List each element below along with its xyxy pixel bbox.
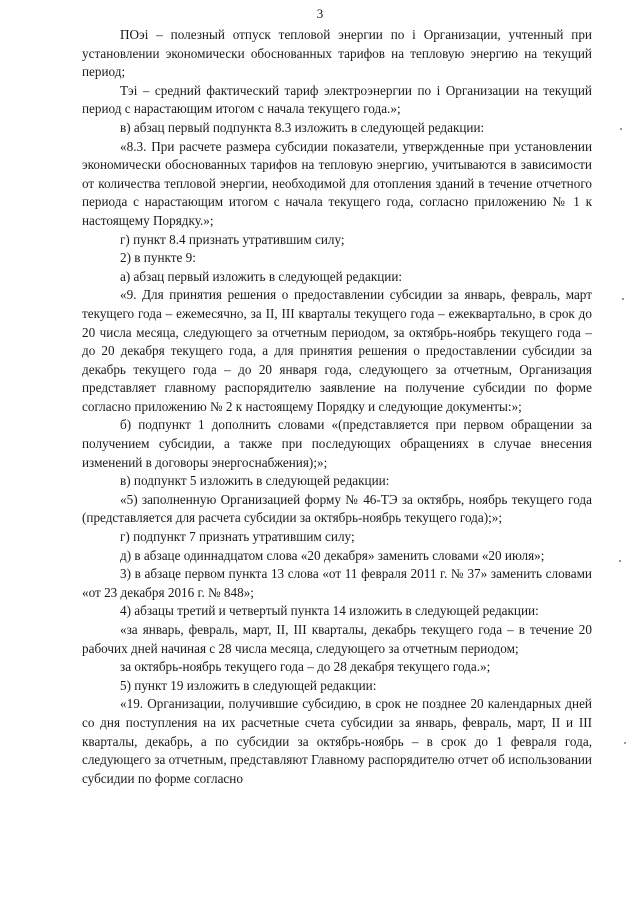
paragraph: д) в абзаце одиннадцатом слова «20 декабря» заменить словами «20 июля»; — [120, 547, 545, 563]
paragraph: 4) абзацы третий и четвертый пункта 14 изложить в следующей редакции: — [120, 603, 539, 619]
paragraph: «9. Для принятия решения о предоставлении субсидии за январь, февраль, март текущего года – ежемесячно, за II, III кварталы текущего года – ежеквартально, в срок до 20 числа месяца, следующего за отчетным периодом, за октябрь-ноябрь текущего года – до 20 декабря текущего года, а для принятия решения о предоставлении субсидии за декабрь текущего года – до 20 января года, следующего за отчетным, Организация представляет главному распорядителю заявление на получение субсидии по форме согласно приложению № 2 к настоящему Порядку и следующие документы:»; — [82, 287, 592, 414]
scan-speck — [620, 128, 622, 130]
paragraph: «за январь, февраль, март, II, III кварталы, декабрь текущего года – в течение 20 рабочих дней начиная с 28 числа месяца, следующего за отчетным периодом; — [82, 622, 592, 656]
paragraph: а) абзац первый изложить в следующей редакции: — [120, 268, 403, 284]
paragraph: в) подпункт 5 изложить в следующей редакции: — [120, 473, 390, 489]
scan-speck — [619, 560, 621, 562]
paragraph: ПОэi – полезный отпуск тепловой энергии по i Организации, учтенный при установлении экономически обоснованных тарифов на тепловую энергию на текущий период; — [82, 27, 592, 80]
document-body — [82, 26, 592, 788]
scan-speck — [622, 298, 624, 300]
paragraph: в) абзац первый подпункта 8.3 изложить в следующей редакции: — [120, 119, 485, 135]
paragraph: б) подпункт 1 дополнить словами «(представляется при первом обращении за получением субсидии, а также при последующих обращениях в случае внесения изменений в договоры энергоснабжения);»; — [82, 417, 592, 470]
paragraph: Тэi – средний фактический тариф электроэнергии по i Организации на текущий период с нарастающим итогом с начала текущего года.»; — [82, 82, 592, 117]
paragraph: 3) в абзаце первом пункта 13 слова «от 11 февраля 2011 г. № 37» заменить словами «от 23 декабря 2016 г. № 848»; — [82, 566, 592, 600]
paragraph: «8.3. При расчете размера субсидии показатели, утвержденные при установлении экономически обоснованных тарифов на тепловую энергию, учитываются в зависимости от количества тепловой энергии, необходимой для отопления зданий в течение отчетного периода с нарастающим итогом с начала текущего года, согласно приложению № 1 к настоящему Порядку.»; — [82, 138, 592, 228]
paragraph: 5) пункт 19 изложить в следующей редакции: — [120, 677, 377, 693]
paragraph: 2) в пункте 9: — [120, 250, 196, 266]
paragraph: г) подпункт 7 признать утратившим силу; — [120, 529, 355, 545]
paragraph: «19. Организации, получившие субсидию, в срок не позднее 20 календарных дней со дня поступления на их расчетные счета субсидии за январь, февраль, март, II и III кварталы, декабрь, а по субсидии за октябрь-ноябрь – в срок до 1 февраля года, следующего за отчетным, представляют Главному распорядителю отчет об использовании субсидии по форме согласно — [82, 696, 592, 786]
paragraph: за октябрь-ноябрь текущего года – до 28 декабря текущего года.»; — [120, 659, 491, 675]
paragraph: г) пункт 8.4 признать утратившим силу; — [120, 231, 345, 247]
page-number: 3 — [316, 6, 324, 21]
scan-speck — [624, 742, 626, 744]
paragraph: «5) заполненную Организацией форму № 46-ТЭ за октябрь, ноябрь текущего года (представляется для расчета субсидии за октябрь-ноябрь текущего года);»; — [82, 491, 592, 526]
